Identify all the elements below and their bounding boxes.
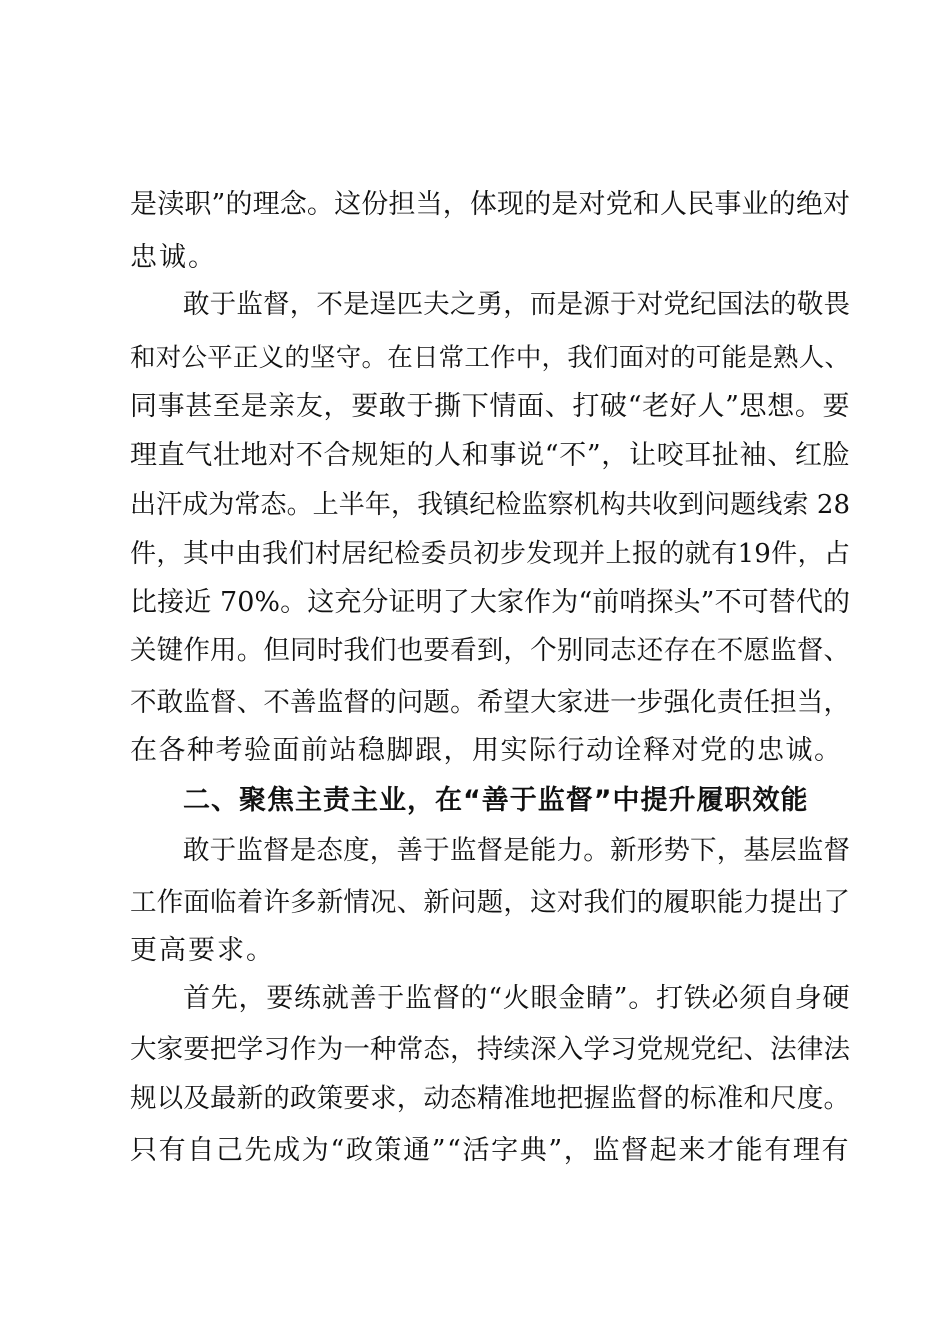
paragraph-first-line: 敢于监督是态度，善于监督是能力。新形势下，基层监督 [183, 835, 850, 866]
text-line: 忠诚。 [130, 242, 217, 273]
text-line: 只有自己先成为“政策通”“活字典”，监督起来才能有理有 [130, 1135, 850, 1166]
paragraph-first-line: 敢于监督，不是逞匹夫之勇，而是源于对党纪国法的敬畏 [183, 289, 850, 320]
text-line: 理直气壮地对不合规矩的人和事说“不”，让咬耳扯袖、红脸 [130, 440, 850, 471]
text-line: 更高要求。 [130, 935, 275, 966]
section-heading: 二、聚焦主责主业，在“善于监督”中提升履职效能 [183, 785, 809, 816]
paragraph-first-line: 首先，要练就善于监督的“火眼金睛”。打铁必须自身硬 [183, 983, 850, 1014]
text-line: 规以及最新的政策要求，动态精准地把握监督的标准和尺度。 [130, 1083, 850, 1114]
text-line: 出汗成为常态。上半年，我镇纪检监察机构共收到问题线索 28 [130, 490, 850, 520]
text-line: 工作面临着许多新情况、新问题，这对我们的履职能力提出了 [130, 887, 850, 918]
text-line: 大家要把学习作为一种常态，持续深入学习党规党纪、法律法 [130, 1034, 850, 1065]
text-line: 关键作用。但同时我们也要看到，个别同志还存在不愿监督、 [130, 635, 850, 666]
text-line: 同事甚至是亲友，要敢于撕下情面、打破“老好人”思想。要 [130, 391, 850, 422]
text-line: 是渎职”的理念。这份担当，体现的是对党和人民事业的绝对 [130, 189, 850, 220]
text-line: 不敢监督、不善监督的问题。希望大家进一步强化责任担当， [130, 687, 850, 718]
text-line: 比接近 70%。这充分证明了大家作为“前哨探头”不可替代的 [130, 587, 850, 618]
text-line: 和对公平正义的坚守。在日常工作中，我们面对的可能是熟人、 [130, 343, 850, 373]
text-line: 件，其中由我们村居纪检委员初步发现并上报的就有19件，占 [130, 539, 850, 569]
text-line: 在各种考验面前站稳脚跟，用实际行动诠释对党的忠诚。 [130, 735, 843, 766]
